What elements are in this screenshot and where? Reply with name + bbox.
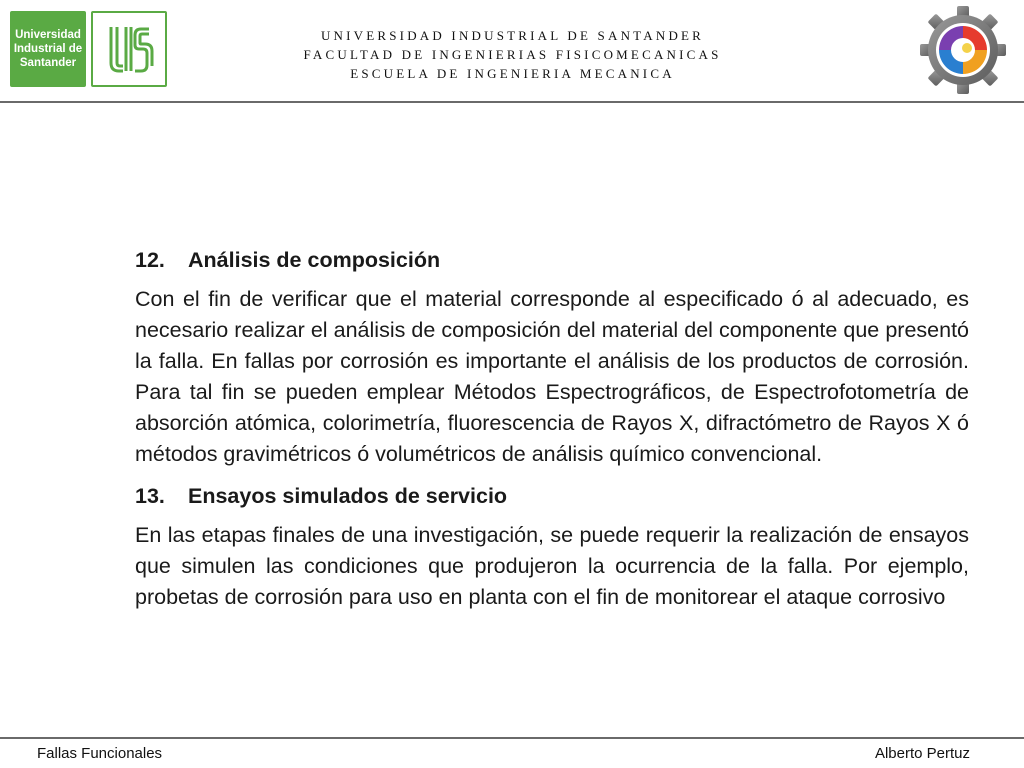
section-number: 12.: [135, 248, 165, 272]
section-body-13: En las etapas finales de una investigación, se puede requerir la realización de ensayos que simulen las condiciones que produjeron la ocurrencia de la falla. Por ejemplo, probetas de corrosión para uso en planta con el fin de monitorear el ataque corrosivo: [135, 523, 969, 609]
slide-content: [135, 243, 969, 622]
uis-monogram-logo: [91, 11, 167, 87]
header-faculty: FACULTAD DE INGENIERIAS FISICOMECANICAS: [303, 47, 722, 62]
logo-text-line-1: Universidad: [15, 29, 81, 41]
logo-text-line-3: Santander: [19, 57, 77, 69]
section-number: 13.: [135, 484, 165, 508]
section-title: Análisis de composición: [188, 248, 441, 272]
header-university: UNIVERSIDAD INDUSTRIAL DE SANTANDER: [320, 28, 705, 43]
footer-course-title: Fallas Funcionales: [37, 745, 163, 762]
footer-divider: [0, 737, 1024, 739]
section-heading-12: [135, 243, 969, 277]
mechanical-engineering-gear-logo: [918, 4, 1008, 96]
institution-header: [250, 26, 775, 83]
section-heading-13: [135, 479, 969, 513]
section-title: Ensayos simulados de servicio: [188, 484, 508, 508]
footer-author: Alberto Pertuz: [874, 745, 970, 762]
header-divider: [0, 101, 1024, 103]
section-body-12: Con el fin de verificar que el material corresponde al especificado ó al adecuado, es necesario realizar el análisis de composición del material del componente que presentó la falla. En fallas por corrosión es importante el análisis de los productos de corrosión. Para tal fin se pueden emplear Métodos Espectrográficos, de Espectrofotometría de absorción atómica, colorimetría, fluorescencia de Rayos X, difractómetro de Rayos X ó métodos gravimétricos ó volumétricos de análisis químico convencional.: [135, 287, 969, 466]
logo-text-line-2: Industrial de: [13, 43, 83, 55]
uis-wordmark-logo: [10, 11, 86, 87]
header-school: ESCUELA DE INGENIERIA MECANICA: [350, 66, 675, 81]
